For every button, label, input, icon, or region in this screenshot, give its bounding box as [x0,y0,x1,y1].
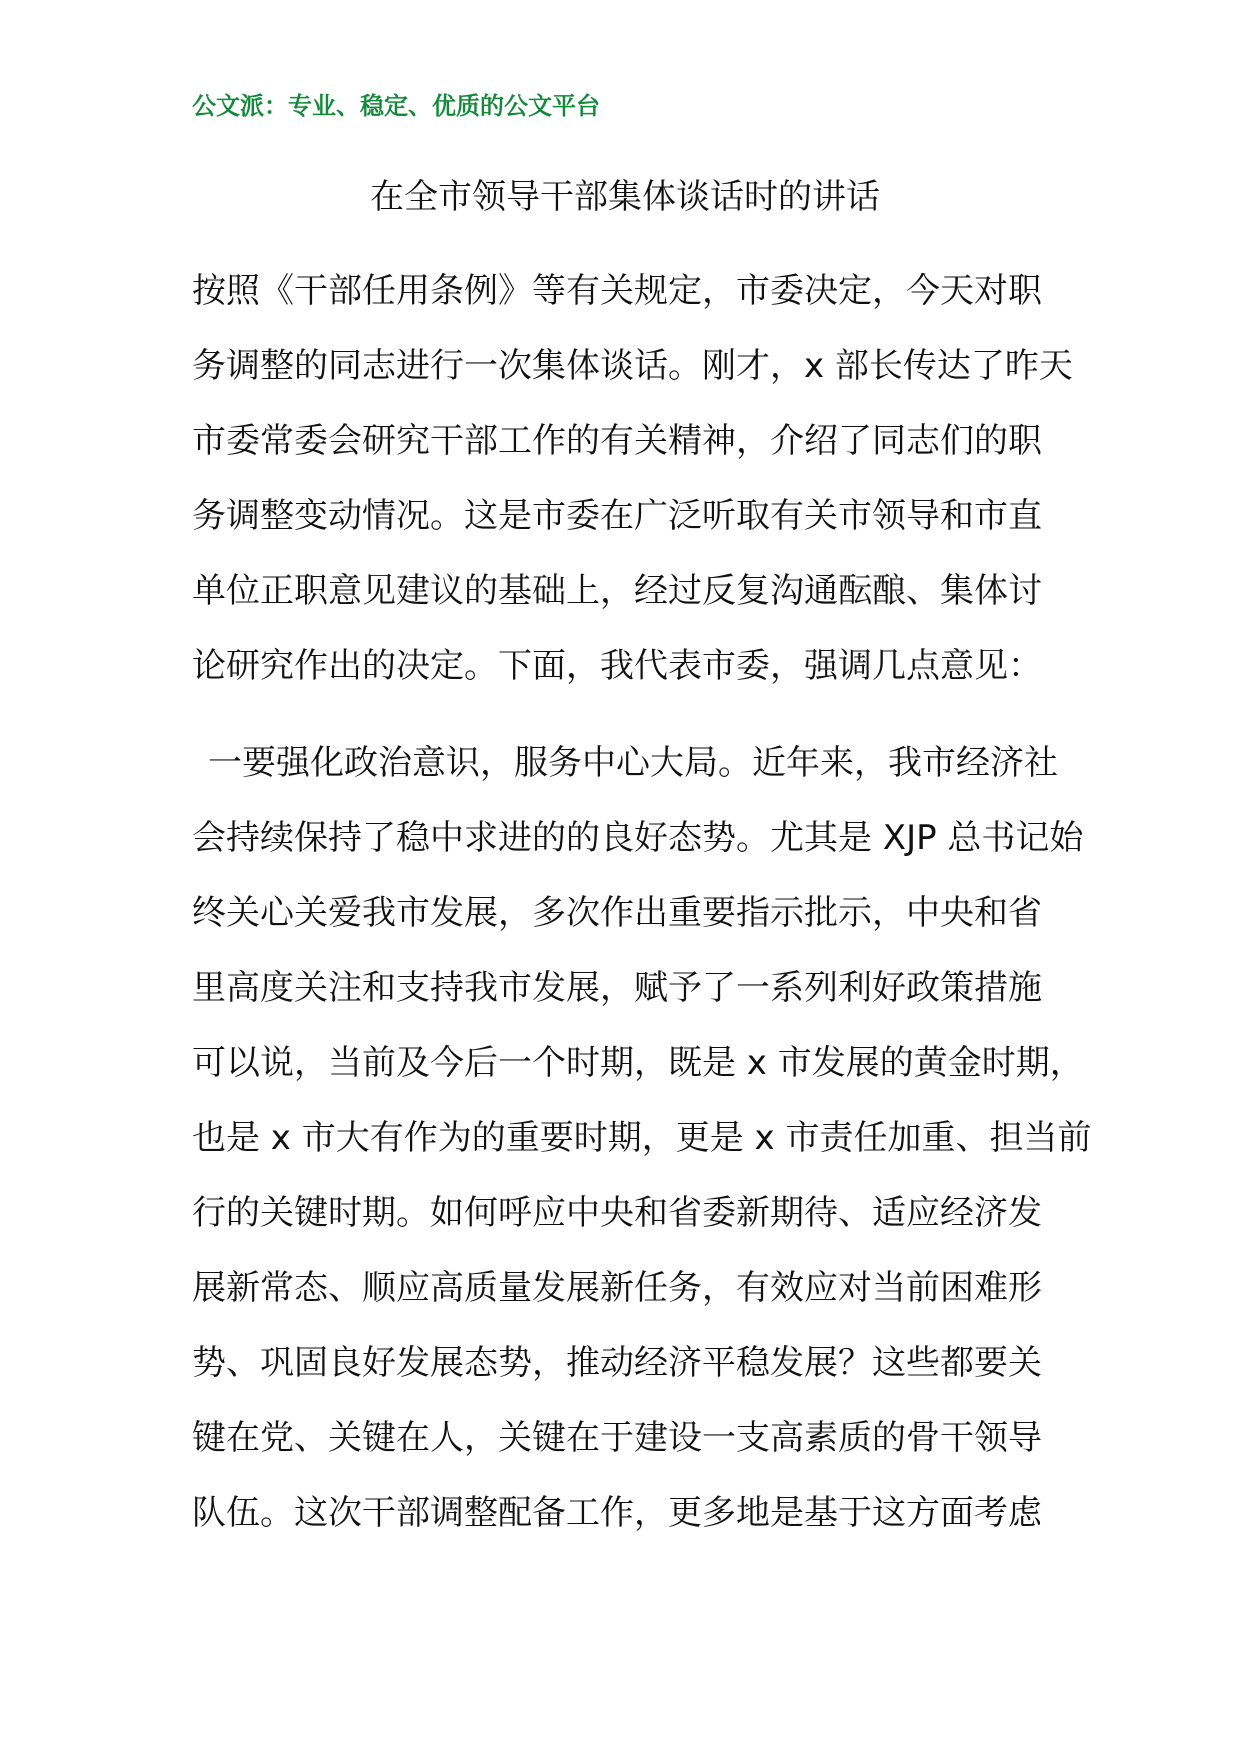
paragraph-line: 论研究作出的决定。下面，我代表市委，强调几点意见： [192,646,1042,686]
paragraph-line: 单位正职意见建议的基础上，经过反复沟通酝酿、集体讨 [192,571,1042,611]
paragraph-line: 终关心关爱我市发展，多次作出重要指示批示，中央和省 [192,893,1042,933]
paragraph-line: 务调整的同志进行一次集体谈话。刚才，x 部长传达了昨天 [192,346,1073,386]
paragraph-line: 可以说，当前及今后一个时期，既是 x 市发展的黄金时期， [192,1043,1084,1083]
paragraph-line: 一要强化政治意识，服务中心大局。近年来，我市经济社 [208,743,1058,783]
paragraph-line: 按照《干部任用条例》等有关规定，市委决定，今天对职 [192,271,1042,311]
paragraph-line: 展新常态、顺应高质量发展新任务，有效应对当前困难形 [192,1268,1042,1308]
paragraph-line: 键在党、关键在人，关键在于建设一支高素质的骨干领导 [192,1418,1042,1458]
paragraph-political-awareness [192,726,1092,1551]
paragraph-line: 势、巩固良好发展态势，推动经济平稳发展？这些都要关 [192,1343,1042,1383]
paragraph-line: 里高度关注和支持我市发展，赋予了一系列利好政策措施 [192,968,1042,1008]
paragraph-line: 也是 x 市大有作为的重要时期，更是 x 市责任加重、担当前 [192,1118,1092,1158]
paragraph-line: 务调整变动情况。这是市委在广泛听取有关市领导和市直 [192,496,1042,536]
header-brand-text: 公文派：专业、稳定、优质的公文平台 [192,91,600,120]
paragraph-intro [192,254,1072,704]
document-title: 在全市领导干部集体谈话时的讲话 [370,177,880,217]
paragraph-line: 队伍。这次干部调整配备工作，更多地是基于这方面考虑 [192,1493,1042,1533]
paragraph-line: 市委常委会研究干部工作的有关精神，介绍了同志们的职 [192,421,1042,461]
paragraph-line: 会持续保持了稳中求进的的良好态势。尤其是 XJP 总书记始 [192,818,1084,858]
paragraph-line: 行的关键时期。如何呼应中央和省委新期待、适应经济发 [192,1193,1042,1233]
